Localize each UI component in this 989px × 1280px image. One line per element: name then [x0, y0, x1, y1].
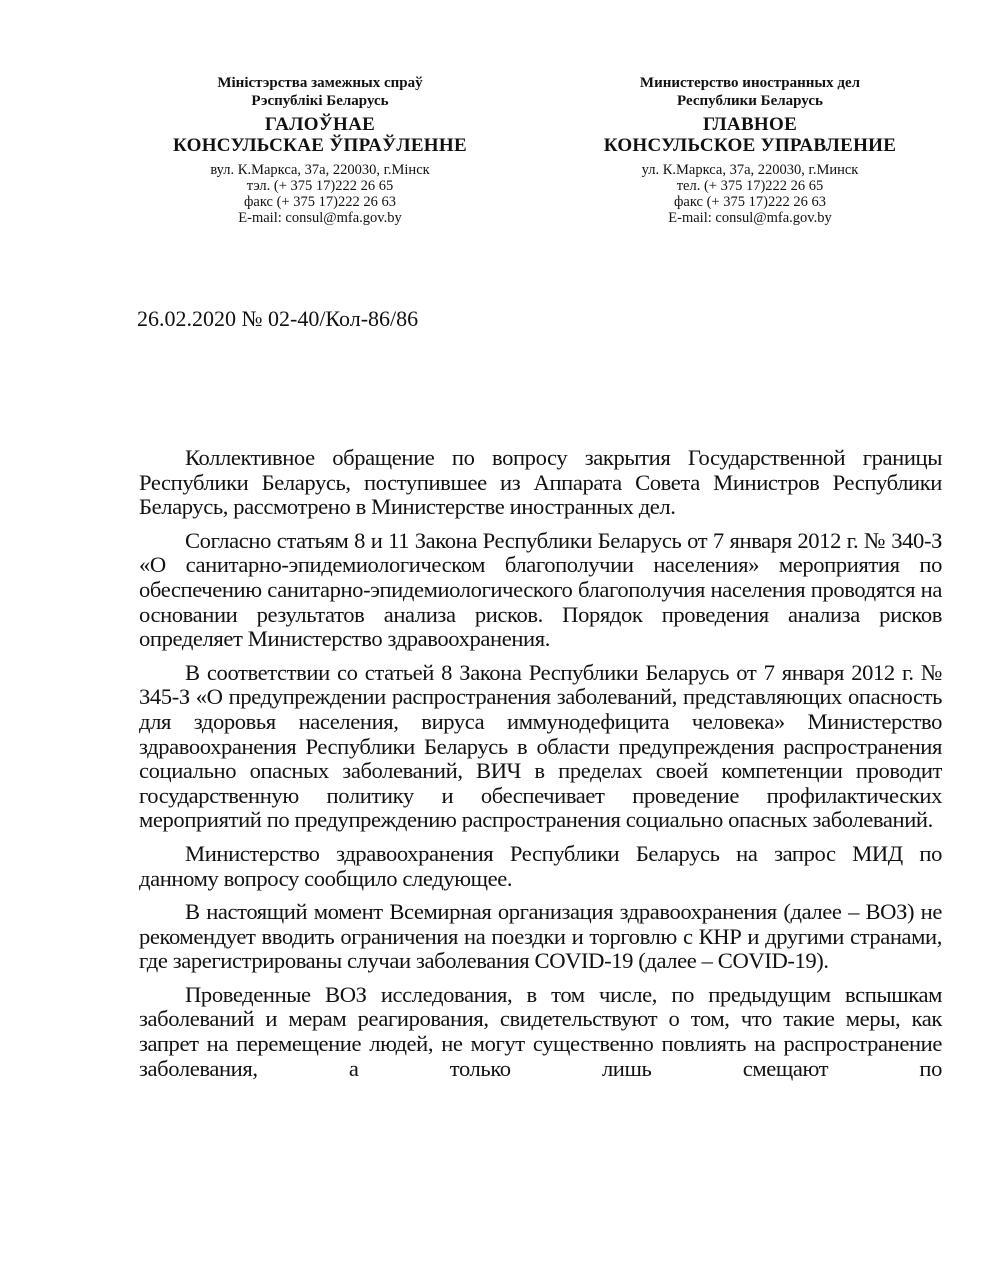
document-reference: 26.02.2020 № 02-40/Кол-86/86 — [137, 306, 419, 331]
paragraph: Согласно статьям 8 и 11 Закона Республики Беларусь от 7 января 2012 г. № 340-З «О санитарно-эпидемиологическом благополучии населения» мероприятия по обеспечению санитарно-эпидемиологического благополучия населения проводятся на основании результатов анализа рисков. Порядок проведения анализа рисков определяет Министерство здравоохранения. — [139, 527, 942, 652]
address: ул. К.Маркса, 37а, 220030, г.Минск — [641, 162, 859, 178]
letterhead-belarusian — [140, 74, 500, 226]
department-name-line2: КОНСУЛЬСКОЕ УПРАВЛЕНИЕ — [603, 135, 897, 156]
paragraph: Проведенные ВОЗ исследования, в том числе, по предыдущим вспышкам заболеваний и мерам реагирования, свидетельствуют о том, что такие меры, как запрет на перемещение людей, не могут существенно повлиять на распространение заболевания, а только лишь смещают по — [139, 981, 942, 1081]
email: E-mail: consul@mfa.gov.by — [238, 210, 402, 226]
email: E-mail: consul@mfa.gov.by — [668, 210, 832, 226]
department-name-line2: КОНСУЛЬСКАЕ ЎПРАЎЛЕННЕ — [173, 135, 467, 156]
paragraph: В настоящий момент Всемирная организация здравоохранения (далее – ВОЗ) не рекомендует вводить ограничения на поездки и торговлю с КНР и другими странами, где зарегистрированы случаи заболевания COVID-19 (далее – COVID-19). — [139, 899, 942, 974]
letterhead-russian — [560, 74, 940, 226]
department-name-line1: ГАЛОЎНАЕ — [264, 114, 376, 135]
fax: факс (+ 375 17)222 26 63 — [674, 194, 826, 210]
phone: тел. (+ 375 17)222 26 65 — [676, 178, 824, 194]
address: вул. К.Маркса, 37а, 220030, г.Мінск — [210, 162, 430, 178]
paragraph: Коллективное обращение по вопросу закрытия Государственной границы Республики Беларусь, поступившее из Аппарата Совета Министров Республики Беларусь, рассмотрено в Министерстве иностранных дел. — [139, 445, 942, 520]
paragraph: Министерство здравоохранения Республики Беларусь на запрос МИД по данному вопросу сообщило следующее. — [139, 840, 942, 891]
phone: тэл. (+ 375 17)222 26 65 — [246, 178, 394, 194]
letter-body — [139, 446, 942, 1090]
fax: факс (+ 375 17)222 26 63 — [244, 194, 396, 210]
ministry-name-line2: Республики Беларусь — [677, 93, 823, 109]
ministry-name-line1: Министерство иностранных дел — [639, 75, 861, 91]
ministry-name-line2: Рэспублікі Беларусь — [251, 93, 389, 109]
ministry-name-line1: Міністэрства замежных спраў — [217, 75, 423, 91]
department-name-line1: ГЛАВНОЕ — [702, 114, 798, 135]
paragraph: В соответствии со статьей 8 Закона Республики Беларусь от 7 января 2012 г. № 345-З «О предупреждении распространения заболеваний, представляющих опасность для здоровья населения, вируса иммунодефицита человека» Министерство здравоохранения Республики Беларусь в области предупреждения распространения социально опасных заболеваний, ВИЧ в пределах своей компетенции проводит государственную политику и обеспечивает проведение профилактических мероприятий по предупреждению распространения социально опасных заболеваний. — [139, 659, 942, 833]
